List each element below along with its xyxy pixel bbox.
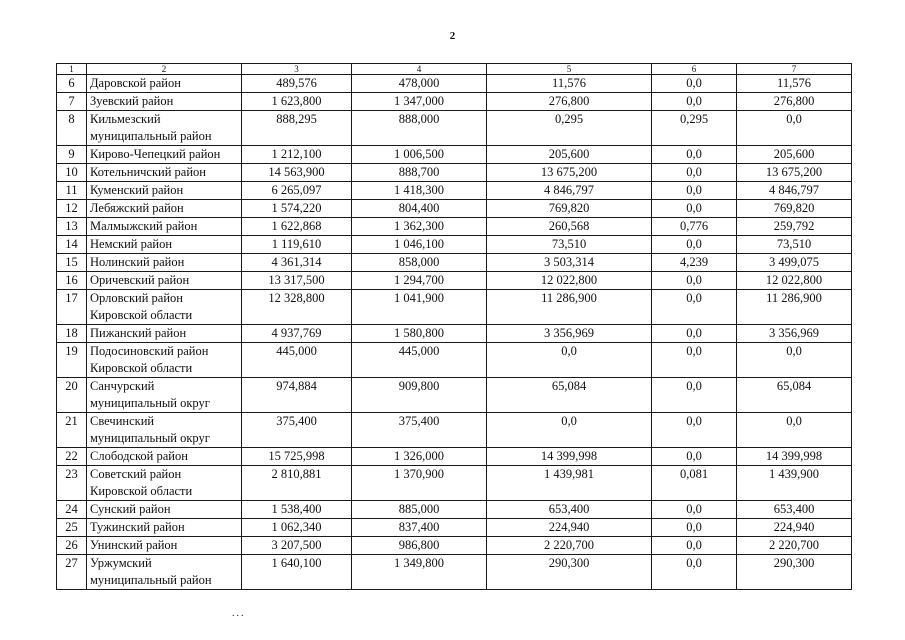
district-name (87, 501, 242, 519)
column-number: 1 (57, 64, 87, 75)
value-cell-c3: 1 119,610 (242, 236, 352, 254)
value-cell-c4: 837,400 (352, 519, 487, 537)
value-cell-c5: 2 220,700 (487, 537, 652, 555)
row-number: 8 (57, 111, 87, 146)
district-name-line: Немский район (90, 237, 173, 251)
table-row (57, 75, 852, 93)
column-number: 6 (652, 64, 737, 75)
value-cell-c4: 1 041,900 (352, 290, 487, 325)
value-cell-c3: 12 328,800 (242, 290, 352, 325)
district-name (87, 254, 242, 272)
value-cell-c6: 0,0 (652, 75, 737, 93)
district-name-line: Унинский район (90, 538, 178, 552)
value-cell-c5: 205,600 (487, 146, 652, 164)
district-name-line: Слободской район (90, 449, 188, 463)
value-cell-c7: 205,600 (737, 146, 852, 164)
value-cell-c3: 445,000 (242, 343, 352, 378)
value-cell-c3: 2 810,881 (242, 466, 352, 501)
district-name (87, 236, 242, 254)
value-cell-c7: 1 439,900 (737, 466, 852, 501)
page-number: 2 (449, 30, 456, 42)
value-cell-c6: 0,0 (652, 413, 737, 448)
district-name (87, 413, 242, 448)
district-name (87, 272, 242, 290)
value-cell-c6: 0,0 (652, 236, 737, 254)
value-cell-c4: 986,800 (352, 537, 487, 555)
value-cell-c7: 11,576 (737, 75, 852, 93)
value-cell-c5: 3 356,969 (487, 325, 652, 343)
district-name (87, 343, 242, 378)
value-cell-c4: 1 046,100 (352, 236, 487, 254)
district-name-line: Санчурский (90, 379, 155, 393)
value-cell-c4: 1 326,000 (352, 448, 487, 466)
value-cell-c6: 0,0 (652, 272, 737, 290)
district-name (87, 555, 242, 590)
value-cell-c3: 4 937,769 (242, 325, 352, 343)
value-cell-c6: 0,295 (652, 111, 737, 146)
value-cell-c6: 0,0 (652, 555, 737, 590)
value-cell-c5: 13 675,200 (487, 164, 652, 182)
value-cell-c7: 2 220,700 (737, 537, 852, 555)
district-name-line: Сунский район (90, 502, 171, 516)
value-cell-c7: 259,792 (737, 218, 852, 236)
district-name-line: Орловский район (90, 291, 183, 305)
value-cell-c6: 0,0 (652, 378, 737, 413)
table-row (57, 537, 852, 555)
district-name (87, 164, 242, 182)
district-name (87, 218, 242, 236)
row-number: 13 (57, 218, 87, 236)
table-row (57, 501, 852, 519)
value-cell-c4: 1 370,900 (352, 466, 487, 501)
row-number: 17 (57, 290, 87, 325)
value-cell-c4: 445,000 (352, 343, 487, 378)
table-row (57, 93, 852, 111)
value-cell-c7: 3 499,075 (737, 254, 852, 272)
value-cell-c3: 3 207,500 (242, 537, 352, 555)
row-number: 9 (57, 146, 87, 164)
value-cell-c5: 11,576 (487, 75, 652, 93)
district-name-line: Свечинский (90, 414, 155, 428)
row-number: 16 (57, 272, 87, 290)
value-cell-c7: 224,940 (737, 519, 852, 537)
value-cell-c5: 4 846,797 (487, 182, 652, 200)
row-number: 19 (57, 343, 87, 378)
value-cell-c6: 0,0 (652, 146, 737, 164)
district-name (87, 111, 242, 146)
row-number: 25 (57, 519, 87, 537)
row-number: 24 (57, 501, 87, 519)
value-cell-c7: 4 846,797 (737, 182, 852, 200)
district-name-line: Советский район (90, 467, 182, 481)
value-cell-c7: 290,300 (737, 555, 852, 590)
value-cell-c6: 0,0 (652, 519, 737, 537)
district-name-line: Малмыжский район (90, 219, 198, 233)
district-name (87, 537, 242, 555)
district-name (87, 448, 242, 466)
district-name-line: Оричевский район (90, 273, 190, 287)
value-cell-c4: 375,400 (352, 413, 487, 448)
table-row (57, 111, 852, 146)
district-name-line: муниципальный округ (90, 396, 210, 410)
value-cell-c6: 0,0 (652, 182, 737, 200)
value-cell-c5: 290,300 (487, 555, 652, 590)
value-cell-c3: 489,576 (242, 75, 352, 93)
row-number: 18 (57, 325, 87, 343)
district-name (87, 182, 242, 200)
row-number: 23 (57, 466, 87, 501)
value-cell-c5: 73,510 (487, 236, 652, 254)
district-name-line: Зуевский район (90, 94, 174, 108)
district-name-line: Куменский район (90, 183, 184, 197)
table-row (57, 378, 852, 413)
row-number: 7 (57, 93, 87, 111)
value-cell-c6: 0,0 (652, 325, 737, 343)
value-cell-c5: 12 022,800 (487, 272, 652, 290)
value-cell-c7: 12 022,800 (737, 272, 852, 290)
district-name-line: Лебяжский район (90, 201, 184, 215)
value-cell-c3: 375,400 (242, 413, 352, 448)
value-cell-c4: 885,000 (352, 501, 487, 519)
district-name (87, 200, 242, 218)
value-cell-c5: 11 286,900 (487, 290, 652, 325)
value-cell-c6: 0,0 (652, 164, 737, 182)
value-cell-c6: 0,0 (652, 343, 737, 378)
column-number: 2 (87, 64, 242, 75)
district-name-line: муниципальный округ (90, 431, 210, 445)
value-cell-c7: 0,0 (737, 111, 852, 146)
table-row (57, 254, 852, 272)
value-cell-c3: 14 563,900 (242, 164, 352, 182)
value-cell-c7: 14 399,998 (737, 448, 852, 466)
table-row (57, 290, 852, 325)
district-name-line: Даровской район (90, 76, 181, 90)
value-cell-c7: 65,084 (737, 378, 852, 413)
value-cell-c7: 769,820 (737, 200, 852, 218)
row-number: 12 (57, 200, 87, 218)
value-cell-c7: 73,510 (737, 236, 852, 254)
value-cell-c6: 0,0 (652, 93, 737, 111)
table-row (57, 555, 852, 590)
value-cell-c5: 653,400 (487, 501, 652, 519)
table-row (57, 146, 852, 164)
row-number: 6 (57, 75, 87, 93)
column-number-row (57, 64, 852, 75)
district-name-line: Кировской области (90, 484, 193, 498)
district-name-line: муниципальный район (90, 129, 212, 143)
value-cell-c5: 0,0 (487, 413, 652, 448)
district-name-line: Уржумский (90, 556, 152, 570)
footer-mark: ... (232, 608, 246, 619)
row-number: 14 (57, 236, 87, 254)
district-name-line: Подосиновский район (90, 344, 209, 358)
row-number: 22 (57, 448, 87, 466)
district-name (87, 290, 242, 325)
budget-table (56, 63, 852, 590)
district-name-line: Пижанский район (90, 326, 187, 340)
value-cell-c3: 15 725,998 (242, 448, 352, 466)
table-row (57, 182, 852, 200)
value-cell-c4: 1 294,700 (352, 272, 487, 290)
value-cell-c7: 276,800 (737, 93, 852, 111)
district-name-line: Кировской области (90, 308, 193, 322)
value-cell-c5: 14 399,998 (487, 448, 652, 466)
district-name (87, 93, 242, 111)
row-number: 20 (57, 378, 87, 413)
table-row (57, 218, 852, 236)
district-name (87, 146, 242, 164)
value-cell-c3: 6 265,097 (242, 182, 352, 200)
row-number: 27 (57, 555, 87, 590)
value-cell-c5: 65,084 (487, 378, 652, 413)
value-cell-c6: 0,0 (652, 448, 737, 466)
district-name-line: Кирово-Чепецкий район (90, 147, 221, 161)
value-cell-c6: 0,0 (652, 290, 737, 325)
value-cell-c3: 1 640,100 (242, 555, 352, 590)
table-row (57, 466, 852, 501)
value-cell-c3: 1 538,400 (242, 501, 352, 519)
value-cell-c4: 858,000 (352, 254, 487, 272)
value-cell-c6: 0,0 (652, 200, 737, 218)
value-cell-c3: 974,884 (242, 378, 352, 413)
value-cell-c4: 804,400 (352, 200, 487, 218)
district-name-line: Нолинский район (90, 255, 185, 269)
table-row (57, 519, 852, 537)
column-number: 7 (737, 64, 852, 75)
value-cell-c3: 1 212,100 (242, 146, 352, 164)
district-name (87, 466, 242, 501)
row-number: 26 (57, 537, 87, 555)
district-name-line: Кировской области (90, 361, 193, 375)
column-number: 3 (242, 64, 352, 75)
value-cell-c3: 4 361,314 (242, 254, 352, 272)
value-cell-c7: 653,400 (737, 501, 852, 519)
value-cell-c3: 1 062,340 (242, 519, 352, 537)
table-row (57, 448, 852, 466)
table-row (57, 272, 852, 290)
table-row (57, 200, 852, 218)
value-cell-c3: 888,295 (242, 111, 352, 146)
table-row (57, 325, 852, 343)
value-cell-c6: 0,776 (652, 218, 737, 236)
value-cell-c4: 1 580,800 (352, 325, 487, 343)
value-cell-c4: 1 362,300 (352, 218, 487, 236)
value-cell-c5: 1 439,981 (487, 466, 652, 501)
value-cell-c5: 224,940 (487, 519, 652, 537)
value-cell-c5: 276,800 (487, 93, 652, 111)
table-row (57, 164, 852, 182)
table-row (57, 236, 852, 254)
value-cell-c4: 478,000 (352, 75, 487, 93)
value-cell-c5: 0,295 (487, 111, 652, 146)
value-cell-c5: 0,0 (487, 343, 652, 378)
district-name (87, 519, 242, 537)
row-number: 10 (57, 164, 87, 182)
value-cell-c3: 13 317,500 (242, 272, 352, 290)
value-cell-c7: 0,0 (737, 343, 852, 378)
value-cell-c4: 1 006,500 (352, 146, 487, 164)
value-cell-c7: 0,0 (737, 413, 852, 448)
value-cell-c7: 11 286,900 (737, 290, 852, 325)
value-cell-c3: 1 574,220 (242, 200, 352, 218)
value-cell-c6: 0,0 (652, 537, 737, 555)
value-cell-c4: 888,000 (352, 111, 487, 146)
row-number: 15 (57, 254, 87, 272)
column-number: 5 (487, 64, 652, 75)
value-cell-c6: 4,239 (652, 254, 737, 272)
table-body (57, 64, 852, 590)
value-cell-c4: 888,700 (352, 164, 487, 182)
value-cell-c7: 3 356,969 (737, 325, 852, 343)
value-cell-c3: 1 623,800 (242, 93, 352, 111)
district-name (87, 378, 242, 413)
table-row (57, 413, 852, 448)
value-cell-c4: 1 418,300 (352, 182, 487, 200)
district-name (87, 75, 242, 93)
district-name-line: муниципальный район (90, 573, 212, 587)
value-cell-c5: 260,568 (487, 218, 652, 236)
district-name (87, 325, 242, 343)
value-cell-c3: 1 622,868 (242, 218, 352, 236)
column-number: 4 (352, 64, 487, 75)
value-cell-c6: 0,081 (652, 466, 737, 501)
value-cell-c5: 3 503,314 (487, 254, 652, 272)
district-name-line: Котельничский район (90, 165, 206, 179)
value-cell-c7: 13 675,200 (737, 164, 852, 182)
value-cell-c4: 1 347,000 (352, 93, 487, 111)
table-row (57, 343, 852, 378)
value-cell-c6: 0,0 (652, 501, 737, 519)
row-number: 11 (57, 182, 87, 200)
district-name-line: Кильмезский (90, 112, 161, 126)
district-name-line: Тужинский район (90, 520, 185, 534)
value-cell-c5: 769,820 (487, 200, 652, 218)
row-number: 21 (57, 413, 87, 448)
value-cell-c4: 1 349,800 (352, 555, 487, 590)
value-cell-c4: 909,800 (352, 378, 487, 413)
